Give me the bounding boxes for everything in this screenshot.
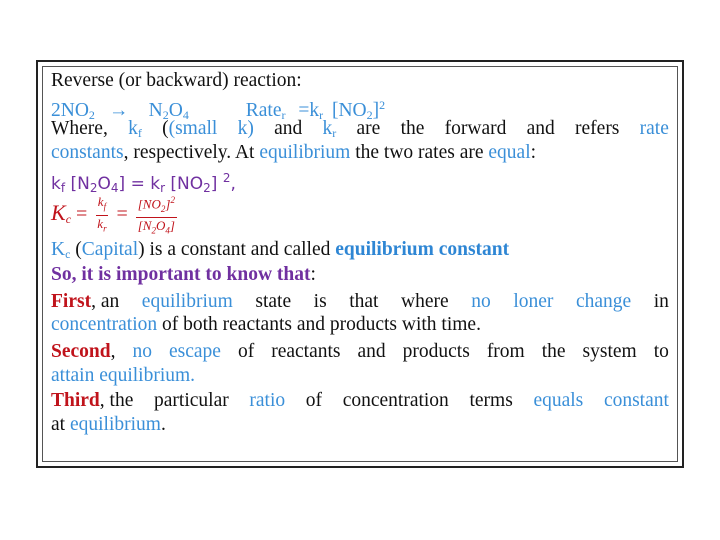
- kf-sub: f: [60, 181, 66, 195]
- rhs-sub: 2: [203, 181, 211, 195]
- word: and: [526, 118, 555, 139]
- where-line: Where, $k_f$ ((small k) and $k_r$ are the forward and refers rate: [51, 117, 669, 145]
- equals: =: [71, 203, 93, 225]
- word: reactants: [271, 341, 341, 362]
- first-point: [51, 290, 669, 314]
- text: at: [51, 414, 70, 435]
- concentration-fraction: [136, 193, 177, 239]
- second-point-continued: [51, 364, 669, 388]
- frac-num-close: ]: [165, 196, 171, 212]
- kr-sub: r: [160, 181, 165, 195]
- frac-den: k: [97, 216, 104, 232]
- kf-symbol: k: [128, 118, 138, 139]
- word: escape: [168, 341, 221, 362]
- equilibrium-word: equilibrium: [69, 414, 161, 435]
- kf-over-kr-fraction: [95, 194, 108, 236]
- kr-subscript: r: [332, 126, 337, 140]
- no2-bracket: [NO: [331, 100, 367, 121]
- word: concentration: [342, 390, 449, 411]
- frac-num: [NO: [137, 196, 161, 212]
- word: , the: [99, 390, 134, 411]
- text: , respectively. At: [123, 142, 260, 163]
- important-text: So, it is important to know that: [51, 264, 311, 285]
- lhs-close: ] = k: [118, 174, 161, 194]
- period: .: [160, 414, 166, 435]
- concentration-word: concentration: [51, 314, 158, 335]
- frac-den-close: ]: [169, 217, 175, 233]
- small-k-label: (small: [168, 118, 218, 139]
- third-label: Third: [51, 390, 100, 411]
- rate-equals-k: =k: [298, 100, 320, 121]
- equals: =: [116, 203, 133, 225]
- rhs-close: ]: [210, 174, 223, 194]
- text: (: [70, 239, 82, 260]
- slide-content: [42, 66, 678, 462]
- product-oxygen: O: [168, 100, 183, 121]
- reactant: 2NO: [51, 100, 89, 121]
- frac-den-o: O: [155, 217, 166, 233]
- comma: ,: [230, 174, 236, 194]
- word: in: [653, 291, 669, 312]
- frac-num: k: [97, 194, 104, 210]
- no2-subscript: 2: [366, 108, 373, 122]
- reaction-arrow: →: [109, 100, 129, 121]
- word: the: [400, 118, 425, 139]
- colon: :: [310, 264, 316, 285]
- word: that: [349, 291, 379, 312]
- text: of both reactants and products with time.: [157, 314, 481, 335]
- word: , an: [91, 291, 120, 312]
- word: refers: [575, 118, 620, 139]
- third-point: [51, 389, 669, 413]
- word: to: [653, 341, 669, 362]
- lhs: [N: [65, 174, 90, 194]
- word: equals: [533, 390, 584, 411]
- word: from: [486, 341, 525, 362]
- word: rate: [639, 118, 669, 139]
- word: of: [237, 341, 255, 362]
- word: system: [582, 341, 637, 362]
- word: state: [255, 291, 292, 312]
- frac-num-exp: 2: [170, 194, 175, 205]
- constants-line: [51, 141, 669, 165]
- first-label: First: [51, 291, 92, 312]
- kc-text-sub: c: [65, 247, 71, 261]
- bracket-close: ]: [372, 100, 380, 121]
- frac-den: [N: [137, 217, 152, 233]
- word: Where,: [51, 118, 108, 139]
- rhs-exp: 2: [222, 171, 231, 185]
- word: is: [313, 291, 327, 312]
- frac-den-sub1: 2: [151, 225, 156, 236]
- text: :: [530, 142, 537, 163]
- reverse-reaction-heading: [51, 69, 669, 93]
- word: no: [132, 341, 152, 362]
- word: loner: [513, 291, 554, 312]
- word: products: [402, 341, 470, 362]
- word: of: [305, 390, 323, 411]
- lhs-o: O: [97, 174, 111, 194]
- attain-equilibrium-text: attain equilibrium.: [51, 365, 196, 386]
- comma: ,: [110, 341, 116, 362]
- product: N: [148, 100, 163, 121]
- kr-symbol: k: [322, 118, 333, 139]
- slide-frame: [36, 60, 684, 468]
- constants-word: constants: [51, 142, 124, 163]
- equal-word: equal: [488, 142, 531, 163]
- word: the: [541, 341, 566, 362]
- k-subscript: r: [319, 108, 324, 122]
- capital-word: Capital: [81, 239, 139, 260]
- kc-text: K: [51, 239, 66, 260]
- text: ) is a constant and called: [138, 239, 336, 260]
- frac-num-sub: f: [103, 202, 107, 213]
- important-heading: [51, 263, 669, 287]
- rate-label: Rate: [245, 100, 282, 121]
- frac-den-sub2: 4: [165, 225, 170, 236]
- product-subscript-1: 2: [162, 108, 169, 122]
- kf: k: [51, 174, 61, 194]
- equilibrium-word: equilibrium: [259, 142, 351, 163]
- third-point-continued: [51, 413, 669, 437]
- rhs: [NO: [165, 174, 204, 194]
- frac-num-sub: 2: [160, 203, 166, 214]
- product-subscript-2: 4: [182, 108, 189, 122]
- lhs-sub2: 4: [110, 181, 119, 195]
- kc-expression: [51, 191, 669, 235]
- word: constant: [603, 390, 669, 411]
- word: equilibrium: [141, 291, 233, 312]
- word: terms: [469, 390, 513, 411]
- rate-exponent: 2: [379, 98, 386, 112]
- word: are: [356, 118, 381, 139]
- kc-description: [51, 238, 669, 266]
- reactant-subscript: 2: [88, 108, 95, 122]
- kf-subscript: f: [137, 126, 142, 140]
- kc-sub: c: [65, 212, 72, 226]
- word: and: [357, 341, 386, 362]
- first-point-continued: [51, 313, 669, 337]
- heading-text: Reverse (or backward) reaction:: [51, 70, 302, 91]
- kc-symbol: K: [51, 200, 66, 225]
- word: change: [575, 291, 632, 312]
- word: forward: [444, 118, 507, 139]
- word: no: [471, 291, 491, 312]
- word: where: [401, 291, 449, 312]
- second-label: Second: [51, 341, 111, 362]
- word: ratio: [249, 390, 286, 411]
- rate-subscript: r: [281, 108, 286, 122]
- second-point: [51, 340, 669, 364]
- word: particular: [154, 390, 229, 411]
- equilibrium-constant-term: equilibrium constant: [335, 239, 510, 260]
- text: the two rates are: [350, 142, 489, 163]
- word: and: [274, 118, 303, 139]
- lhs-sub1: 2: [89, 181, 98, 195]
- word: k): [237, 118, 254, 139]
- frac-den-sub: r: [103, 223, 107, 234]
